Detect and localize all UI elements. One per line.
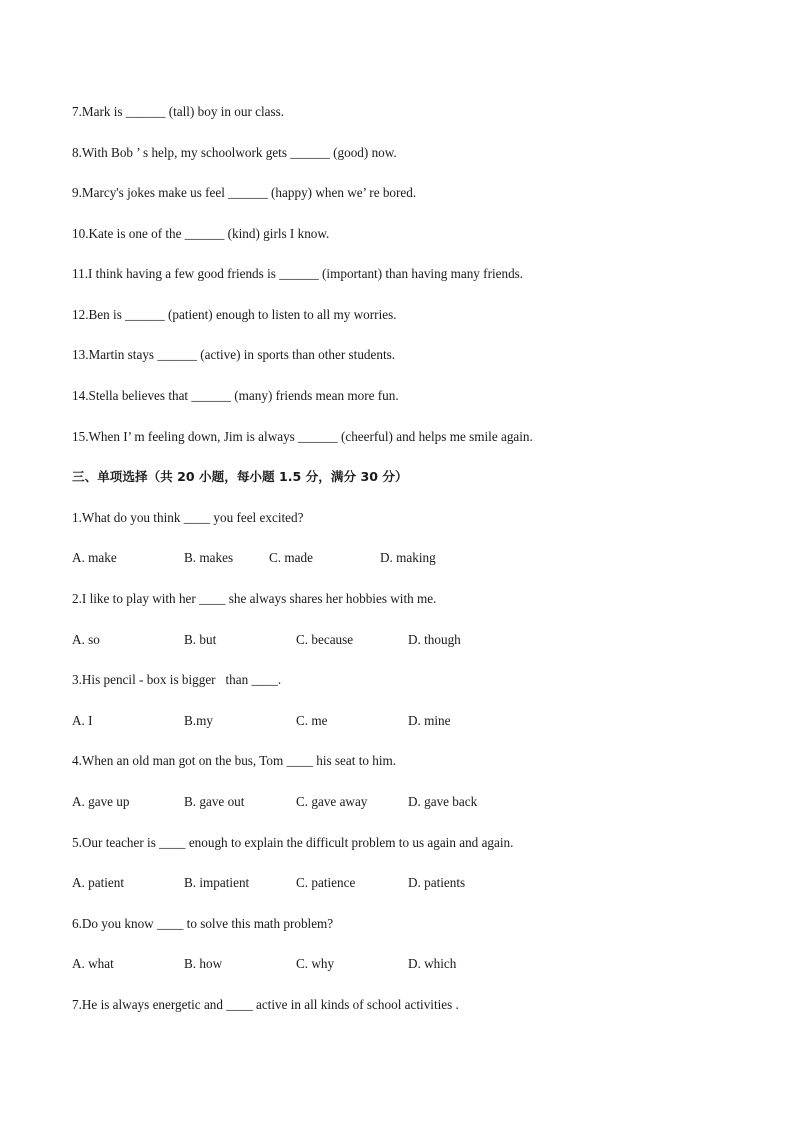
option-a: A. I: [72, 713, 93, 728]
question-stem-3: 3.His pencil - box is bigger than ____.: [72, 672, 282, 687]
option-b: B. but: [184, 632, 217, 647]
question-stem-2: 2.I like to play with her ____ she always shares her hobbies with me.: [72, 591, 437, 606]
option-c: C. made: [269, 550, 313, 565]
option-c: C. gave away: [296, 794, 368, 809]
option-a: A. make: [72, 550, 117, 565]
fill-in-item-14: 14.Stella believes that ______ (many) friends mean more fun.: [72, 388, 399, 403]
question-stem-4: 4.When an old man got on the bus, Tom ____ his seat to him.: [72, 753, 397, 768]
question-options-5: [72, 875, 512, 891]
option-c: C. why: [296, 956, 335, 971]
option-a: A. patient: [72, 875, 125, 890]
fill-in-item-11: 11.I think having a few good friends is ______ (important) than having many friends.: [72, 266, 524, 281]
option-d: D. mine: [408, 713, 451, 728]
option-d: D. though: [408, 632, 461, 647]
question-options-6: [72, 956, 512, 972]
option-a: A. what: [72, 956, 114, 971]
question-options-4: [72, 794, 512, 810]
option-d: D. patients: [408, 875, 466, 890]
option-a: A. so: [72, 632, 100, 647]
fill-in-item-13: 13.Martin stays ______ (active) in sports than other students.: [72, 347, 396, 362]
option-b: B. impatient: [184, 875, 250, 890]
option-a: A. gave up: [72, 794, 130, 809]
section-heading: 三、单项选择（共 20 小题，每小题 1.5 分，满分 30 分）: [72, 469, 408, 484]
fill-in-item-9: 9.Marcy's jokes make us feel ______ (happy) when we’ re bored.: [72, 185, 417, 200]
question-options-2: [72, 632, 512, 648]
question-stem-5: 5.Our teacher is ____ enough to explain the difficult problem to us again and again.: [72, 835, 514, 850]
question-stem-6: 6.Do you know ____ to solve this math problem?: [72, 916, 334, 931]
fill-in-item-12: 12.Ben is ______ (patient) enough to listen to all my worries.: [72, 307, 397, 322]
option-b: B.my: [184, 713, 213, 728]
fill-in-item-15: 15.When I’ m feeling down, Jim is always ______ (cheerful) and helps me smile again.: [72, 429, 533, 444]
fill-in-item-10: 10.Kate is one of the ______ (kind) girls I know.: [72, 226, 330, 241]
option-c: C. because: [296, 632, 354, 647]
question-stem-7: 7.He is always energetic and ____ active in all kinds of school activities .: [72, 997, 459, 1012]
fill-in-item-8: 8.With Bob ’ s help, my schoolwork gets ______ (good) now.: [72, 145, 397, 160]
question-stem-1: 1.What do you think ____ you feel excited?: [72, 510, 304, 525]
question-options-3: [72, 713, 512, 729]
option-d: D. gave back: [408, 794, 478, 809]
option-d: D. which: [408, 956, 457, 971]
option-b: B. makes: [184, 550, 234, 565]
option-c: C. me: [296, 713, 328, 728]
fill-in-item-7: 7.Mark is ______ (tall) boy in our class.: [72, 104, 285, 119]
option-b: B. gave out: [184, 794, 245, 809]
option-c: C. patience: [296, 875, 356, 890]
option-b: B. how: [184, 956, 223, 971]
question-options-1: [72, 550, 512, 566]
option-d: D. making: [380, 550, 436, 565]
